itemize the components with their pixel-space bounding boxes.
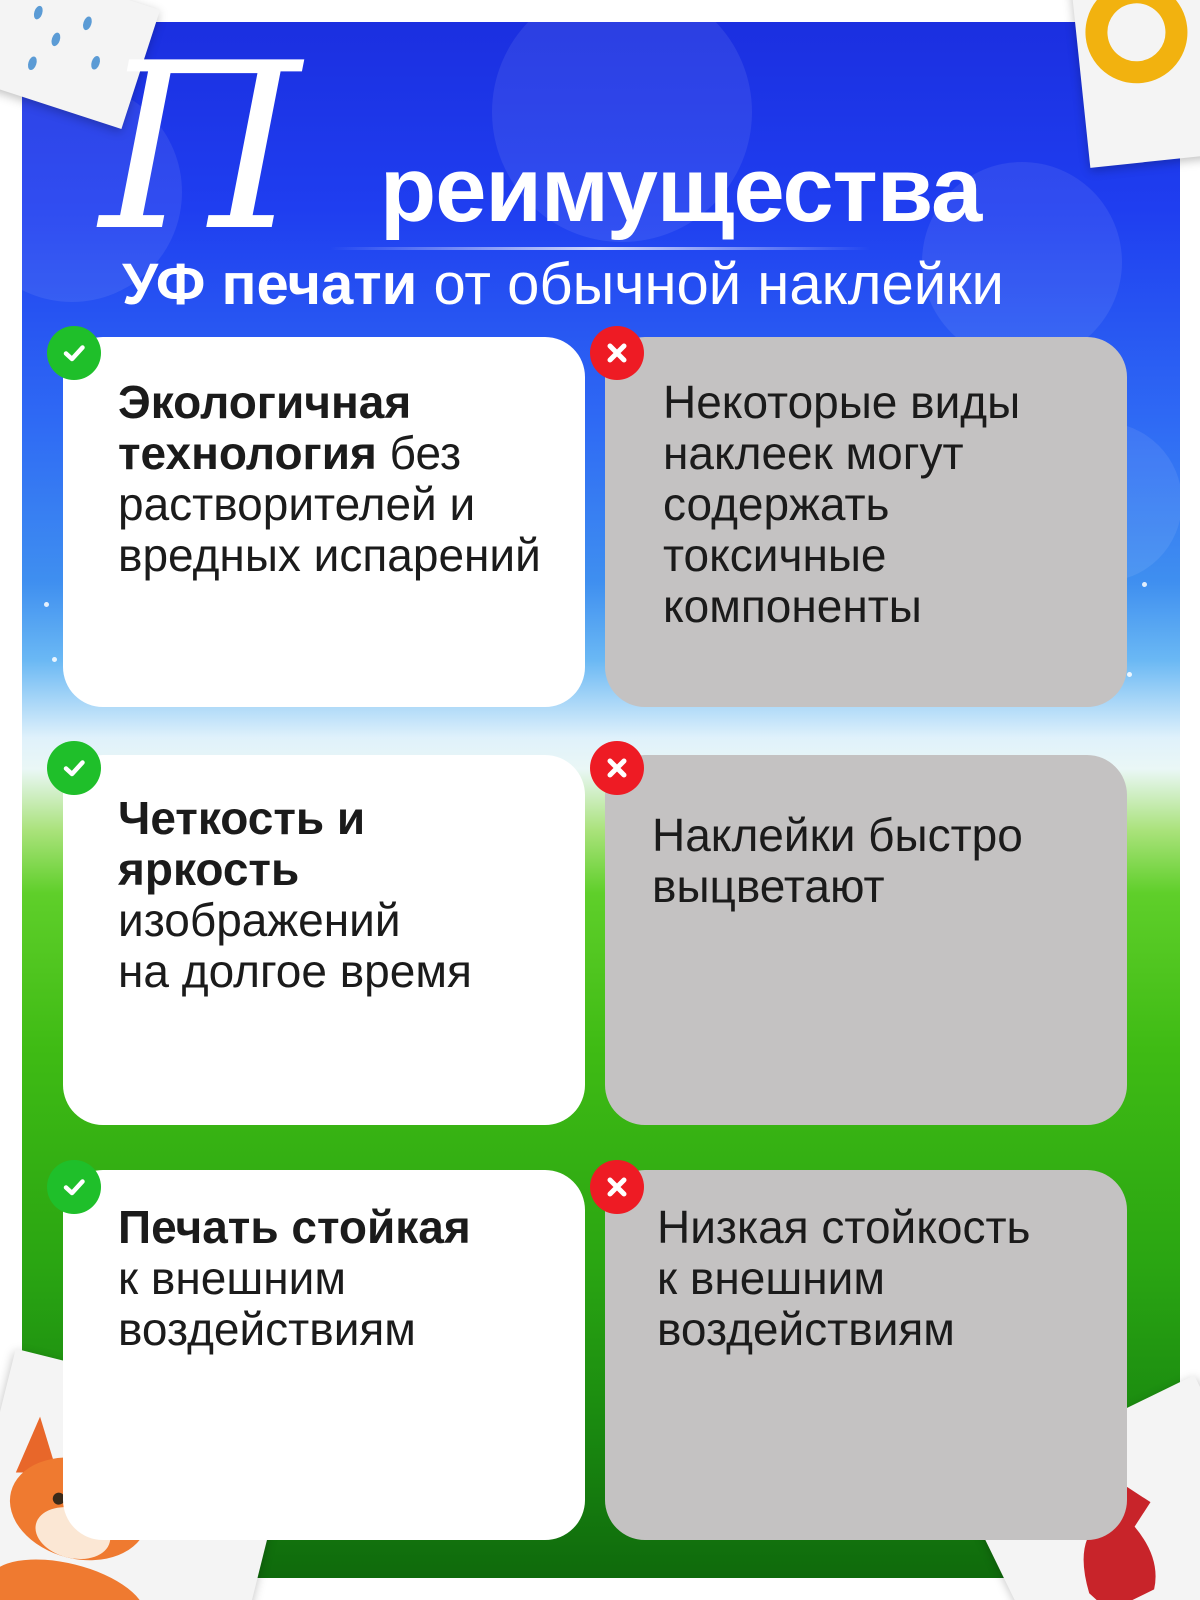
check-icon — [47, 326, 101, 380]
check-icon — [47, 741, 101, 795]
con-card-text: Наклейки быстро выцветают — [652, 809, 1023, 912]
pro-card-text — [118, 1202, 555, 1355]
pro-card-bold: Печать стойкая — [118, 1201, 471, 1253]
pro-card-2 — [63, 755, 585, 1125]
pro-card-text — [118, 377, 555, 581]
pro-card-1 — [63, 337, 585, 707]
cross-icon — [590, 326, 644, 380]
pro-card-text — [118, 793, 555, 997]
pro-card-regular: без растворителей и вредных испарений — [118, 427, 541, 581]
subtitle-bold: УФ печати — [122, 252, 418, 317]
sparkle — [52, 657, 57, 662]
pro-card-bold: Четкость и яркость — [118, 792, 366, 895]
title-divider — [330, 247, 870, 250]
con-card-text: Низкая стойкость к внешним воздействиям — [657, 1201, 1031, 1355]
con-card-text: Некоторые виды наклеек могут содержать токсичные компоненты — [663, 376, 1021, 632]
cross-icon — [590, 741, 644, 795]
subtitle-regular: от обычной наклейки — [417, 252, 1004, 317]
pro-card-regular: изображений на долгое время — [118, 894, 472, 997]
con-card-2 — [605, 755, 1127, 1125]
check-icon — [47, 1160, 101, 1214]
pro-card-3 — [63, 1170, 585, 1540]
subtitle — [122, 252, 1004, 318]
con-card-3 — [605, 1170, 1127, 1540]
title-initial-letter: П — [100, 15, 301, 282]
title-text: реимущества — [380, 139, 982, 241]
pro-card-regular: к внешним воздействиям — [118, 1252, 416, 1355]
sparkle — [44, 602, 49, 607]
sparkle — [1127, 672, 1132, 677]
cross-icon — [590, 1160, 644, 1214]
con-card-1 — [605, 337, 1127, 707]
header — [0, 0, 1200, 320]
sparkle — [1142, 582, 1147, 587]
pro-card-bold: Экологичная технология — [118, 376, 412, 479]
